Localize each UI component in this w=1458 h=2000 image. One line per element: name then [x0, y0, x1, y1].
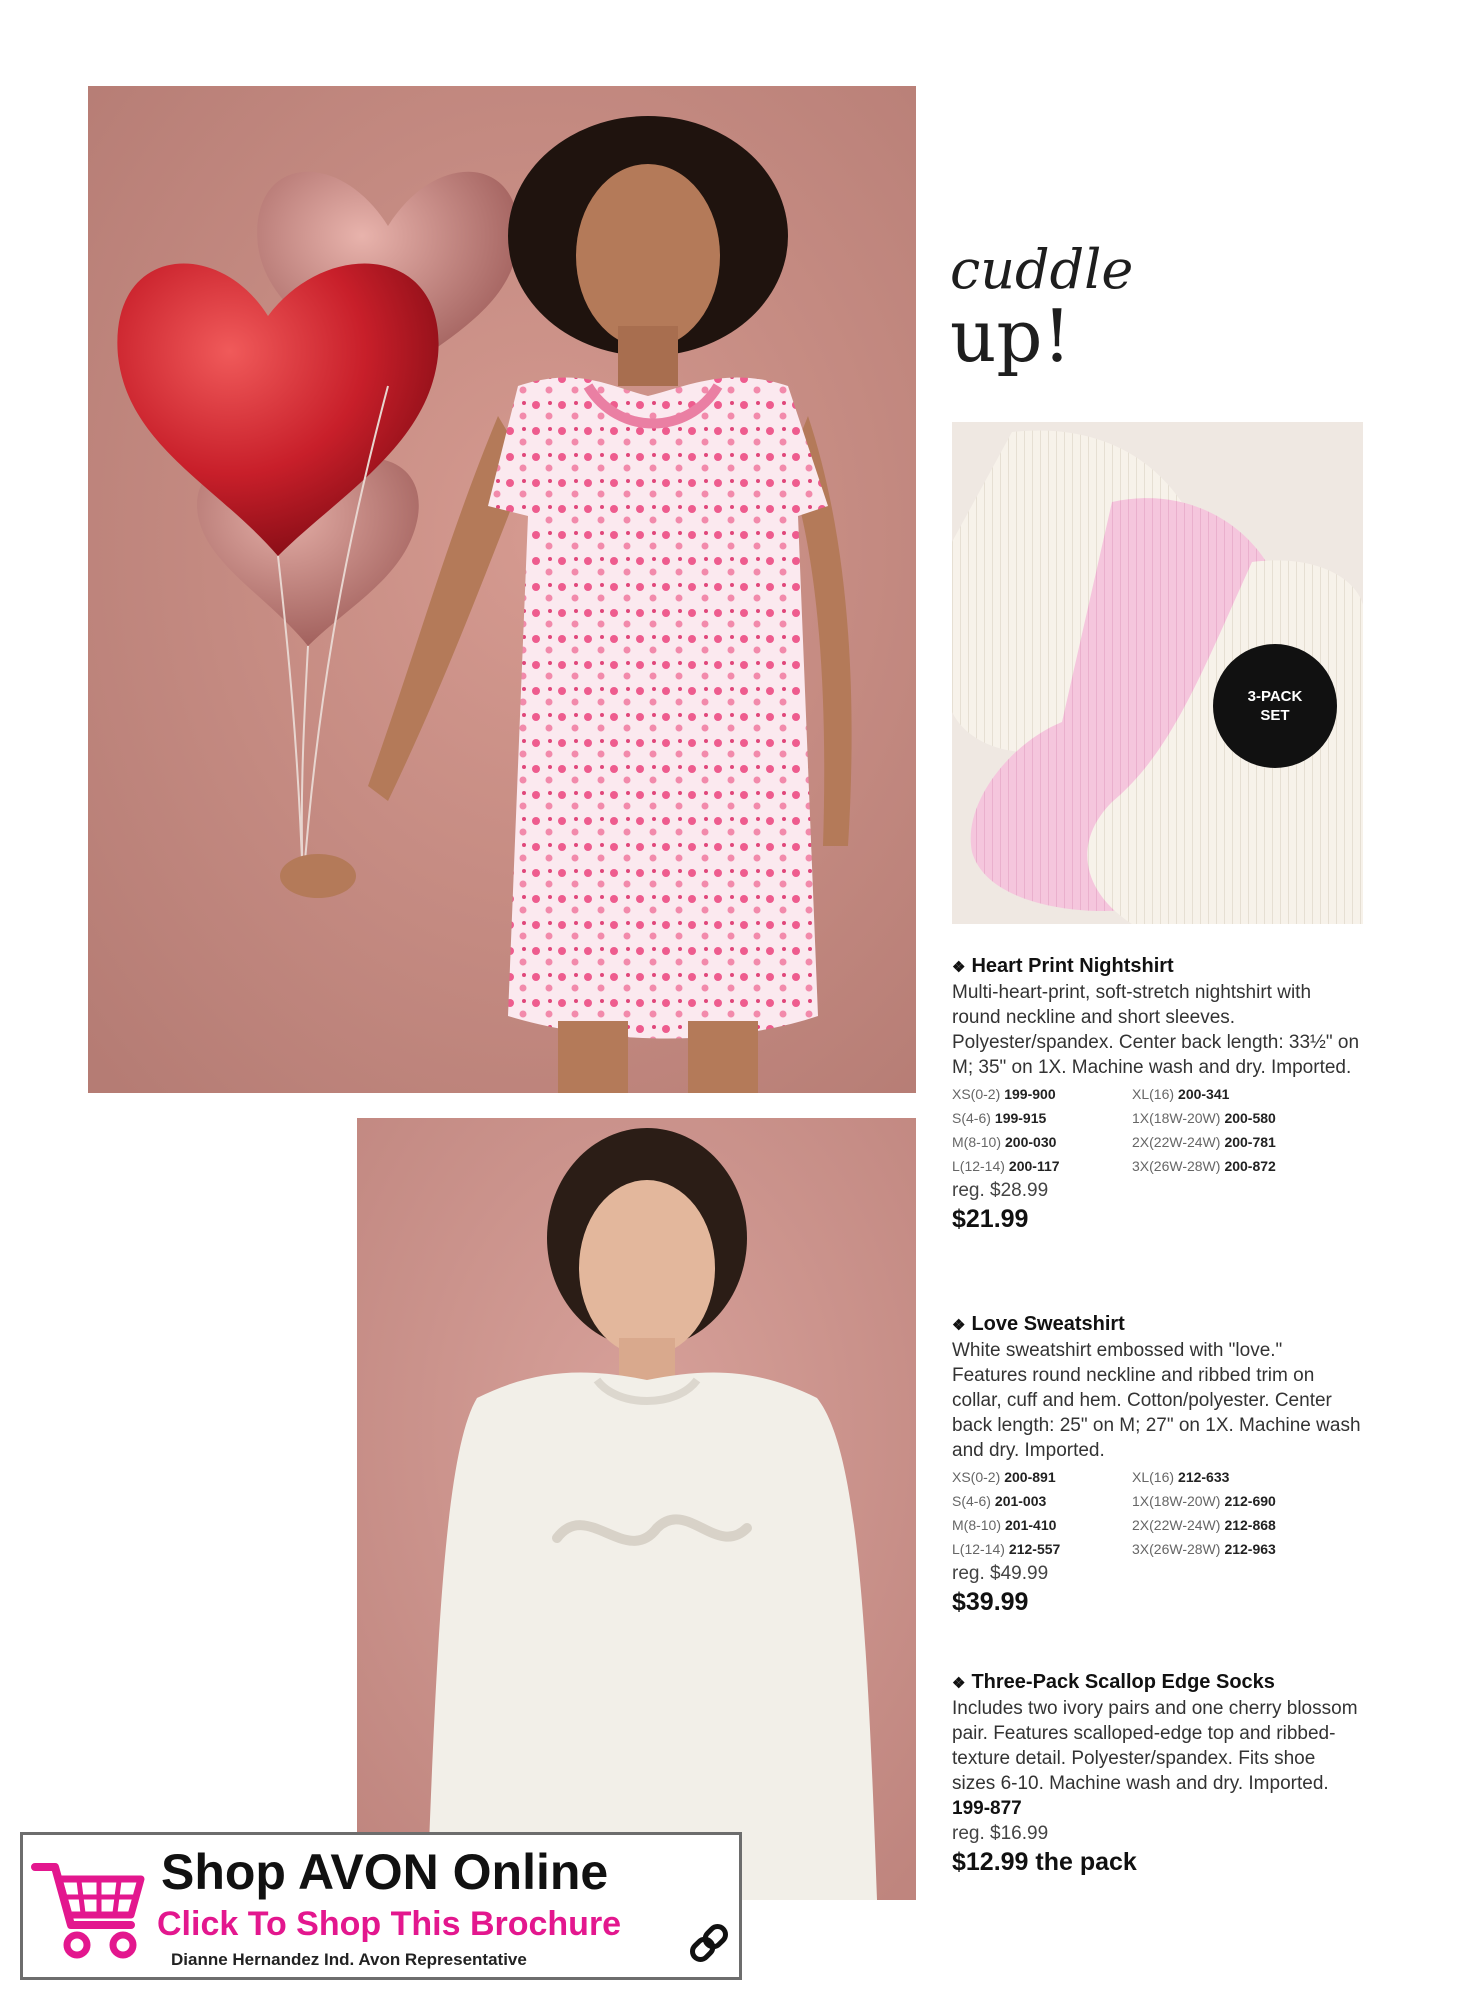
- representative-name: Dianne Hernandez Ind. Avon Representative: [171, 1950, 527, 1969]
- heart-print-nightshirt: [488, 377, 828, 1038]
- size-row: XL(16) 212-633: [1132, 1469, 1230, 1485]
- badge-line-1: 3-PACK: [1247, 688, 1303, 705]
- item-code: 199-877: [952, 1798, 1022, 1819]
- product-love-sweatshirt: [952, 1312, 1362, 1615]
- product-name-text: Three-Pack Scallop Edge Socks: [971, 1671, 1275, 1693]
- sale-price: $21.99: [952, 1205, 1029, 1233]
- product-description: White sweatshirt embossed with "love." Features round neckline and ribbed trim on collar, cuff and hem. Cotton/polyester. Center back length: 25" on M; 27" on 1X. Machine wash and dry. Imported.: [952, 1340, 1361, 1461]
- size-row: S(4-6) 199-915: [952, 1110, 1047, 1126]
- shop-title[interactable]: Shop AVON Online: [161, 1844, 609, 1900]
- white-sweatshirt: [427, 1373, 877, 1900]
- face: [579, 1180, 715, 1356]
- size-row: 2X(22W-24W) 212-868: [1132, 1517, 1276, 1533]
- nightshirt-illustration: [88, 86, 916, 1093]
- size-row: 1X(18W-20W) 212-690: [1132, 1493, 1276, 1509]
- size-row: XS(0-2) 199-900: [952, 1086, 1056, 1102]
- regular-price: reg. $16.99: [952, 1823, 1049, 1844]
- size-row: XL(16) 200-341: [1132, 1086, 1230, 1102]
- size-row: XS(0-2) 200-891: [952, 1469, 1056, 1485]
- three-pack-badge: [1213, 644, 1337, 768]
- size-row: 1X(18W-20W) 200-580: [1132, 1110, 1276, 1126]
- size-list: [952, 1465, 1362, 1561]
- product-heart-print-nightshirt: [952, 954, 1362, 1232]
- product-name: [952, 1312, 1362, 1338]
- size-row: S(4-6) 201-003: [952, 1493, 1047, 1509]
- product-name: [952, 1670, 1362, 1696]
- size-row: L(12-14) 212-557: [952, 1541, 1061, 1557]
- diamond-bullet-icon: ❖: [952, 959, 966, 976]
- product-description: Multi-heart-print, soft-stretch nightshirt with round neckline and short sleeves. Polyester/spandex. Center back length: 33½" on M; 35" on 1X. Machine wash and dry. Imported.: [952, 982, 1360, 1078]
- size-row: M(8-10) 201-410: [952, 1517, 1057, 1533]
- size-list: [952, 1082, 1362, 1178]
- link-icon[interactable]: [685, 1919, 733, 1967]
- nightshirt-model-photo: [88, 86, 916, 1093]
- headline-line-1: cuddle: [950, 238, 1134, 301]
- sweatshirt-illustration: [357, 1118, 916, 1900]
- product-name: [952, 954, 1362, 980]
- product-description: Includes two ivory pairs and one cherry blossom pair. Features scalloped-edge top and ribbed-texture detail. Polyester/spandex. Fits shoe sizes 6-10. Machine wash and dry. Imported. 199-877: [952, 1698, 1358, 1819]
- regular-price: reg. $28.99: [952, 1180, 1049, 1201]
- size-row: M(8-10) 200-030: [952, 1134, 1057, 1150]
- product-name-text: Love Sweatshirt: [971, 1313, 1125, 1335]
- shop-avon-online-banner[interactable]: [20, 1832, 742, 1980]
- face: [576, 164, 720, 348]
- shop-brochure-link[interactable]: Click To Shop This Brochure: [157, 1905, 622, 1943]
- headline-line-2: up!: [950, 294, 1072, 378]
- size-row: 2X(22W-24W) 200-781: [1132, 1134, 1276, 1150]
- size-row: 3X(26W-28W) 212-963: [1132, 1541, 1276, 1557]
- diamond-bullet-icon: ❖: [952, 1675, 966, 1692]
- headline: [950, 238, 1134, 378]
- sale-price: $12.99 the pack: [952, 1848, 1137, 1876]
- sweatshirt-model-photo: [357, 1118, 916, 1900]
- sale-price: $39.99: [952, 1588, 1029, 1616]
- diamond-bullet-icon: ❖: [952, 1317, 966, 1334]
- product-scallop-edge-socks: [952, 1670, 1362, 1875]
- size-row: L(12-14) 200-117: [952, 1158, 1060, 1174]
- size-row: 3X(26W-28W) 200-872: [1132, 1158, 1276, 1174]
- shopping-cart-icon: [31, 1859, 149, 1963]
- product-name-text: Heart Print Nightshirt: [971, 955, 1174, 977]
- badge-line-2: SET: [1260, 707, 1290, 724]
- regular-price: reg. $49.99: [952, 1563, 1049, 1584]
